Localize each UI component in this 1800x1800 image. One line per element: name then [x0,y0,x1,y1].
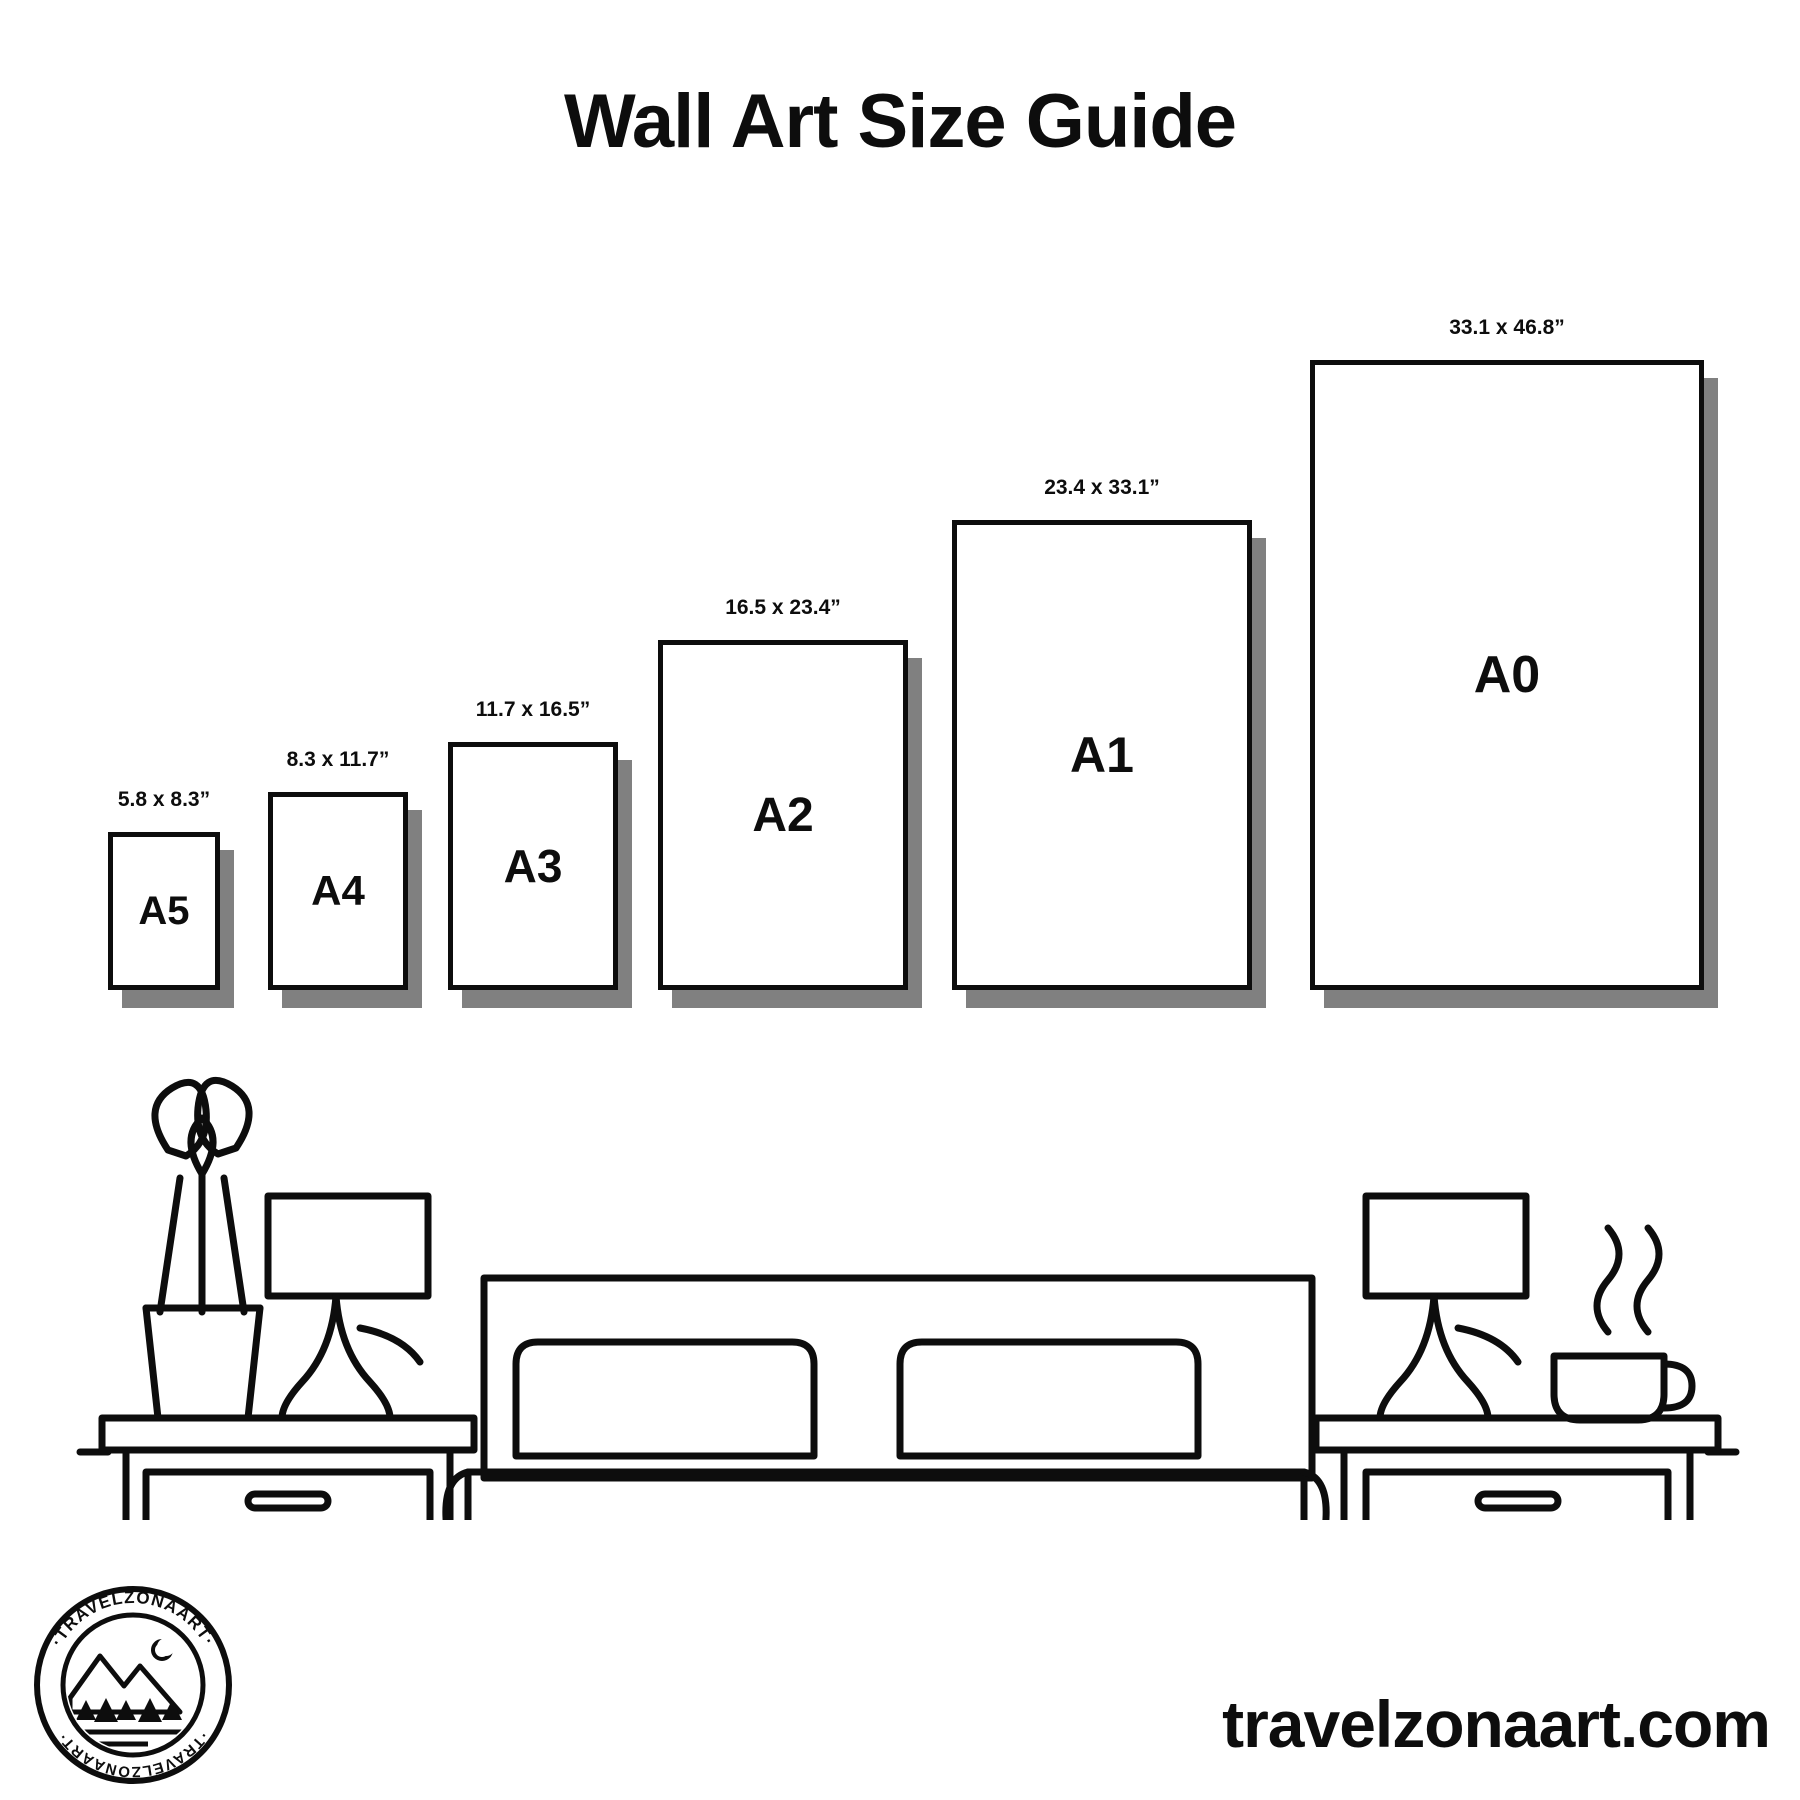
vase-with-flowers [146,1080,260,1418]
poster-group-a0[interactable] [1310,316,1704,990]
bedroom-illustration [60,960,1760,1520]
poster-frame-a2[interactable] [658,640,908,990]
nightstand-right [1314,1418,1720,1520]
poster-label-a1: A1 [1070,727,1134,783]
poster-dimension-a2: 16.5 x 23.4” [725,596,841,619]
table-lamp-left [268,1196,428,1418]
logo-ring-text-bottom: ·TRAVELZONAART· [54,1728,212,1781]
poster-frame-a3[interactable] [448,742,618,990]
poster-dimension-a5: 5.8 x 8.3” [117,788,211,811]
poster-label-a2: A2 [752,788,814,842]
poster-group-a2[interactable] [658,596,908,990]
poster-frame-a1[interactable] [952,520,1252,990]
logo-ring-text-top: ·TRAVELZONAART· [46,1587,220,1650]
poster-dimension-a3: 11.7 x 16.5” [475,698,591,721]
coffee-cup [1554,1228,1692,1420]
bed [423,1278,1348,1520]
poster-label-a3: A3 [503,840,563,892]
poster-label-a4: A4 [311,867,365,914]
poster-dimension-a0: 33.1 x 46.8” [1449,316,1565,339]
poster-group-a3[interactable] [448,698,618,990]
poster-size-row [0,290,1800,990]
brand-logo[interactable] [28,1580,238,1790]
nightstand-left [96,1418,480,1520]
poster-frame-a0[interactable] [1310,360,1704,990]
page-title: Wall Art Size Guide [563,79,1237,164]
poster-dimension-a4: 8.3 x 11.7” [286,748,390,771]
poster-dimension-a1: 23.4 x 33.1” [1044,476,1160,499]
poster-group-a1[interactable] [952,476,1252,990]
table-lamp-right [1366,1196,1526,1418]
poster-label-a5: A5 [138,888,190,933]
website-url: travelzonaart.com [1222,1687,1770,1761]
poster-label-a0: A0 [1473,646,1541,704]
